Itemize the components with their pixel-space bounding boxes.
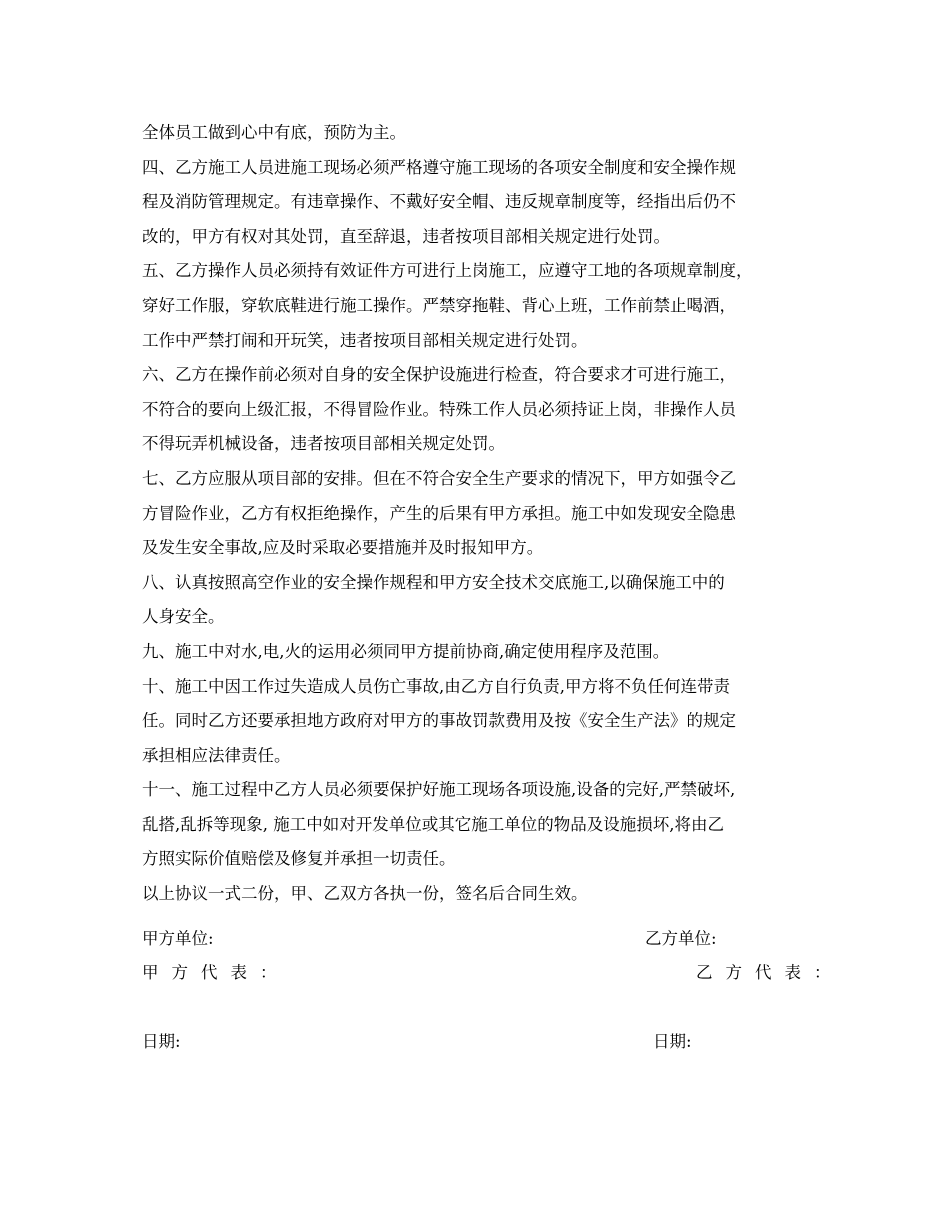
- clause-11-line: 方照实际价值赔偿及修复并承担一切责任。: [142, 849, 456, 869]
- party-b-representative-label: 乙方代表：: [696, 963, 844, 982]
- closing-statement: 以上协议一式二份，甲、乙双方各执一份，签名后合同生效。: [142, 884, 588, 904]
- clause-8-line: 八、认真按照高空作业的安全操作规程和甲方安全技术交底施工,以确保施工中的: [142, 572, 725, 592]
- clause-10-line: 承担相应法律责任。: [142, 745, 291, 765]
- text-line: 全体员工做到心中有底，预防为主。: [142, 123, 406, 142]
- clause-4-line: 改的，甲方有权对其处罚，直至辞退，违者按项目部相关规定进行处罚。: [142, 226, 670, 246]
- clause-5-line: 工作中严禁打闹和开玩笑，违者按项目部相关规定进行处罚。: [142, 330, 588, 350]
- clause-11-line: 十一、施工过程中乙方人员必须要保护好施工现场各项设施,设备的完好,严禁破坏,: [142, 780, 736, 800]
- party-b-unit-label: 乙方单位:: [645, 929, 717, 948]
- clause-10-line: 十、施工中因工作过失造成人员伤亡事故,由乙方自行负责,甲方将不负任何连带责: [142, 676, 730, 696]
- contract-body: [142, 116, 827, 912]
- clause-5-line: 穿好工作服，穿软底鞋进行施工操作。严禁穿拖鞋、背心上班，工作前禁止喝酒，: [142, 295, 736, 315]
- party-a-date-label: 日期:: [142, 1032, 181, 1051]
- clause-9-line: 九、施工中对水,电,火的运用必须同甲方提前协商,确定使用程序及范围。: [142, 641, 670, 661]
- clause-8-line: 人身安全。: [142, 607, 225, 627]
- clause-4-line: 四、乙方施工人员进施工现场必须严格遵守施工现场的各项安全制度和安全操作规: [142, 157, 736, 177]
- clause-7-line: 及发生安全事故,应及时采取必要措施并及时报知甲方。: [142, 538, 544, 558]
- party-a-representative-label: 甲方代表：: [142, 963, 290, 982]
- clause-7-line: 七、乙方应服从项目部的安排。但在不符合安全生产要求的情况下，甲方如强令乙: [142, 468, 736, 488]
- clause-7-line: 方冒险作业，乙方有权拒绝操作，产生的后果有甲方承担。施工中如发现安全隐患: [142, 503, 736, 523]
- clause-4-line: 程及消防管理规定。有违章操作、不戴好安全帽、违反规章制度等，经指出后仍不: [142, 192, 736, 212]
- clause-10-line: 任。同时乙方还要承担地方政府对甲方的事故罚款费用及按《安全生产法》的规定: [142, 711, 736, 731]
- party-b-date-label: 日期:: [653, 1032, 692, 1051]
- party-a-unit-label: 甲方单位:: [142, 929, 214, 948]
- clause-5-line: 五、乙方操作人员必须持有效证件方可进行上岗施工，应遵守工地的各项规章制度，: [142, 261, 753, 281]
- clause-6-line: 不得玩弄机械设备，违者按项目部相关规定处罚。: [142, 434, 505, 454]
- clause-6-line: 六、乙方在操作前必须对自身的安全保护设施进行检查，符合要求才可进行施工，: [142, 365, 736, 385]
- clause-6-line: 不符合的要向上级汇报，不得冒险作业。特殊工作人员必须持证上岗，非操作人员: [142, 399, 736, 419]
- clause-11-line: 乱搭,乱拆等现象, 施工中如对开发单位或其它施工单位的物品及设施损坏,将由乙: [142, 814, 724, 834]
